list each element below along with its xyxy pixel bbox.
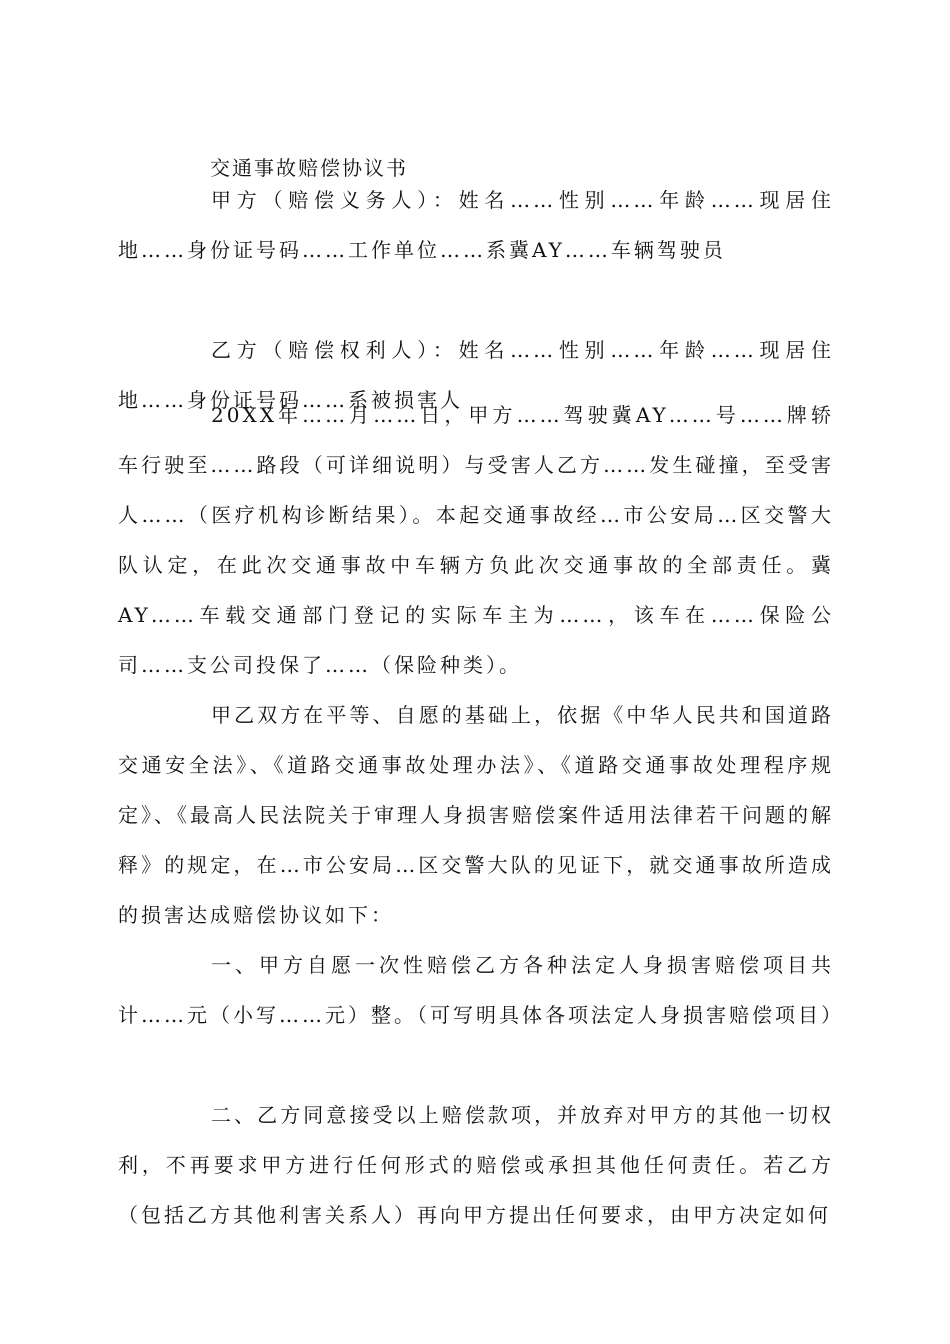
party-b-paragraph: 乙方（赔偿权利人）：姓名……性别……年龄……现居住地……身份证号码……系被损害人 — [118, 338, 834, 412]
accident-description-paragraph: 20XX年……月……日，甲方……驾驶冀AY……号……牌轿车行驶至……路段（可详细说明）与受害人乙方……发生碰撞，至受害人……（医疗机构诊断结果）。本起交通事故经…市公安局…区交警大队认定，在此次交通事故中车辆方负此次交通事故的全部责任。冀AY……车载交通部门登记的实际车主为……，该车在……保险公司……支公司投保了……（保险种类）。 — [118, 403, 834, 677]
clause-two-paragraph: 二、乙方同意接受以上赔偿款项，并放弃对甲方的其他一切权利，不再要求甲方进行任何形式的赔偿或承担其他任何责任。若乙方（包括乙方其他利害关系人）再向甲方提出任何要求，由甲方决定如何 — [118, 1103, 834, 1227]
legal-basis-paragraph: 甲乙双方在平等、自愿的基础上，依据《中华人民共和国道路交通安全法》、《道路交通事故处理办法》、《道路交通事故处理程序规定》、《最高人民法院关于审理人身损害赔偿案件适用法律若干问题的解释》的规定，在…市公安局…区交警大队的见证下，就交通事故所造成的损害达成赔偿协议如下： — [118, 703, 834, 927]
party-a-paragraph: 甲方（赔偿义务人）：姓名……性别……年龄……现居住地……身份证号码……工作单位……系冀AY……车辆驾驶员 — [118, 188, 834, 262]
clause-one-paragraph: 一、甲方自愿一次性赔偿乙方各种法定人身损害赔偿项目共计……元（小写……元）整。（可写明具体各项法定人身损害赔偿项目） — [118, 953, 844, 1027]
document-title: 交通事故赔偿协议书 — [210, 156, 408, 180]
